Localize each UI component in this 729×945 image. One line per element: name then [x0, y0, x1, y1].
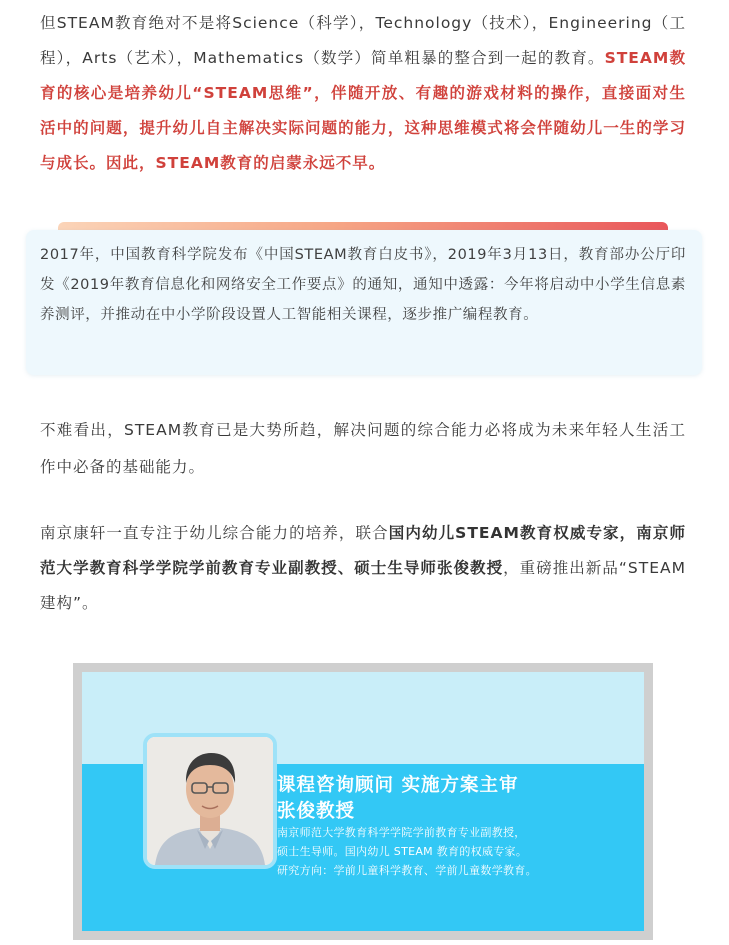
product-experts: 国内幼儿STEAM教育权威专家，南京师范大学教育科学学院学前教育专业副教授、硕士生导师张俊教授 [40, 524, 686, 577]
portrait-image [147, 737, 273, 865]
product-lead: 南京康轩一直专注于幼儿综合能力的培养，联合 [40, 524, 389, 542]
card-expert-name: 张俊教授 [277, 801, 356, 822]
expert-photo [143, 733, 277, 869]
card-desc-line: 研究方向：学前儿童科学教育、学前儿童数学教育。 [277, 864, 537, 877]
quote-paragraph: 2017年，中国教育科学院发布《中国STEAM教育白皮书》，2019年3月13日，教育部办公厅印发《2019年教育信息化和网络安全工作要点》的通知，通知中透露：今年将启动中小学生信息素养测评，并推动在中小学阶段设置人工智能相关课程，逐步推广编程教育。 [40, 247, 686, 323]
card-desc-line: 南京师范大学教育科学学院学前教育专业副教授， [277, 826, 526, 839]
trend-paragraph: 不难看出，STEAM教育已是大势所趋，解决问题的综合能力必将成为未来年轻人生活工作中必备的基础能力。 [40, 421, 686, 476]
intro-text: 但STEAM教育绝对不是将Science（科学），Technology（技术），Engineering（工程），Arts（艺术），Mathematics（数学）简单粗暴的整合到一起的教育。 [40, 14, 686, 67]
intro-highlight: STEAM教育的核心是培养幼儿“STEAM思维”，伴随开放、有趣的游戏材料的操作，直接面对生活中的问题，提升幼儿自主解决实际问题的能力，这种思维模式将会伴随幼儿一生的学习与成长。因此，STEAM教育的启蒙永远不早。 [40, 49, 686, 172]
product-tail: ，重磅推出新品“STEAM建构”。 [40, 559, 686, 612]
intro-paragraph [40, 6, 686, 181]
card-desc-line: 硕士生导师。国内幼儿 STEAM 教育的权威专家。 [277, 845, 528, 858]
product-paragraph [40, 516, 686, 621]
expert-card [73, 663, 653, 940]
card-description [277, 823, 537, 880]
card-title: 课程咨询顾问 实施方案主审 [277, 775, 519, 796]
